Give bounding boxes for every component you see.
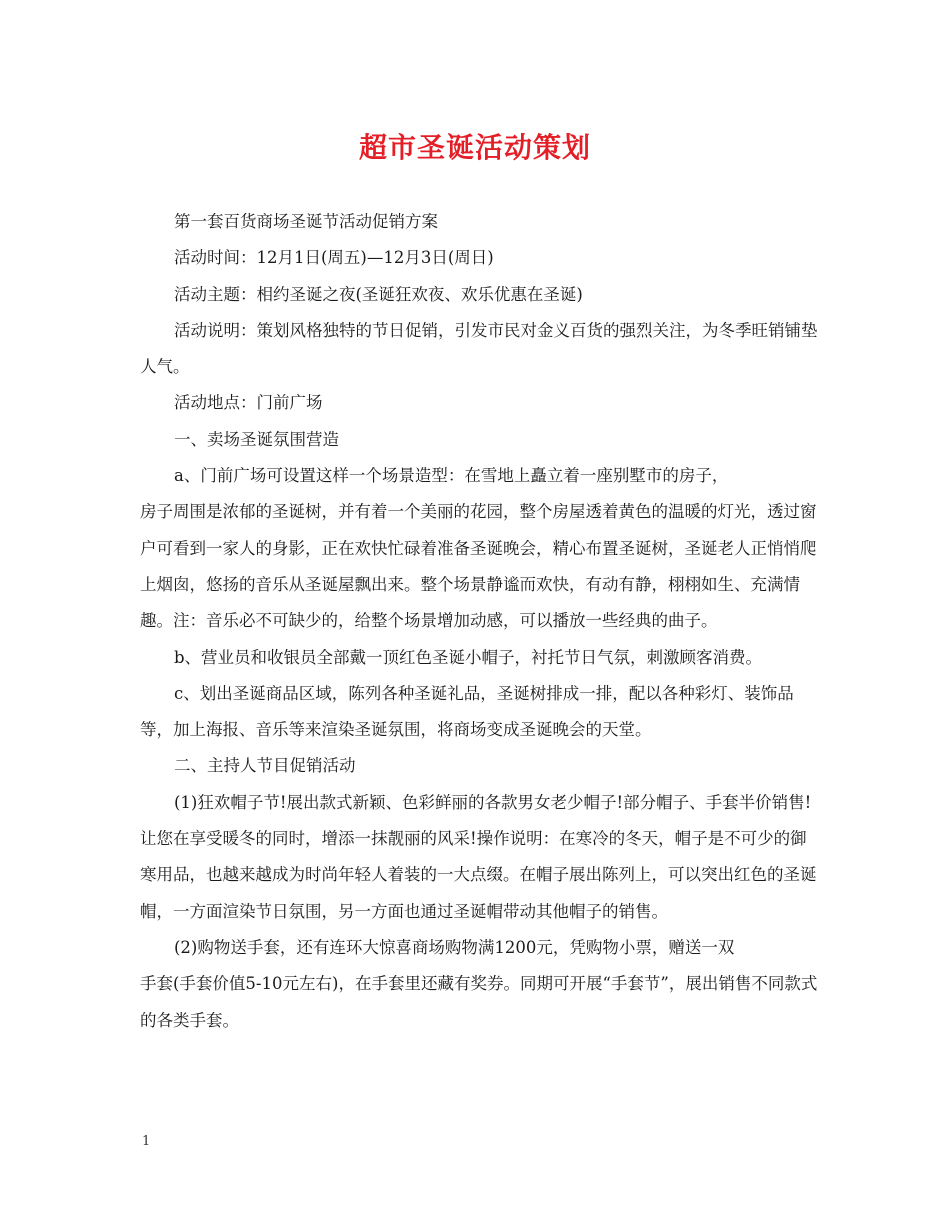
paragraph-event-description: 活动说明：策划风格独特的节日促销，引发市民对金义百货的强烈关注，为冬季旺销铺垫人气。 <box>140 320 818 377</box>
section-heading-atmosphere: 一、卖场圣诞氛围营造 <box>174 429 339 449</box>
paragraph-item-1-hat-festival: (1)狂欢帽子节!展出款式新颖、色彩鲜丽的各款男女老少帽子!部分帽子、手套半价销售!让您在享受暖冬的同时，增添一抹靓丽的风采!操作说明：在寒冷的冬天，帽子是不可少的御寒用品，也越来越成为时尚年轻人着装的一大点缀。在帽子展出陈列上，可以突出红色的圣诞帽，一方面渲染节日氛围，另一方面也通过圣诞帽带动其他帽子的销售。 <box>140 792 817 921</box>
paragraph-plan-name: 第一套百货商场圣诞节活动促销方案 <box>174 212 438 231</box>
paragraph-item-c: c、划出圣诞商品区域，陈列各种圣诞礼品，圣诞树排成一排，配以各种彩灯、装饰品等，加上海报、音乐等来渲染圣诞氛围，将商场变成圣诞晚会的天堂。 <box>140 683 794 740</box>
document-title: 超市圣诞活动策划 <box>358 131 591 164</box>
paragraph-item-2-glove-gift: (2)购物送手套，还有连环大惊喜商场购物满1200元，凭购物小票，赠送一双 <box>174 937 735 957</box>
page-number: 1 <box>142 1134 151 1149</box>
paragraph-item-a-body: 房子周围是浓郁的圣诞树，并有着一个美丽的花园，整个房屋透着黄色的温暖的灯光，透过窗户可看到一家人的身影，正在欢快忙碌着准备圣诞晚会，精心布置圣诞树，圣诞老人正悄悄爬上烟囱，悠扬的音乐从圣诞屋飘出来。整个场景静谧而欢快，有动有静，栩栩如生、充满情趣。注：音乐必不可缺少的，给整个场景增加动感，可以播放一些经典的曲子。 <box>140 502 817 631</box>
paragraph-item-a-intro: a、门前广场可设置这样一个场景造型：在雪地上矗立着一座别墅市的房子， <box>174 466 729 486</box>
paragraph-event-theme: 活动主题：相约圣诞之夜(圣诞狂欢夜、欢乐优惠在圣诞) <box>174 284 583 304</box>
paragraph-event-time: 活动时间：12月1日(周五)—12月3日(周日) <box>174 248 494 268</box>
document-body <box>140 204 820 1039</box>
paragraph-event-location: 活动地点：门前广场 <box>174 393 323 413</box>
paragraph-item-2-continued: 手套(手套价值5-10元左右)，在手套里还藏有奖券。同期可开展“手套节”，展出销售不同款式的各类手套。 <box>140 974 818 1030</box>
section-heading-host-promotion: 二、主持人节目促销活动 <box>174 756 356 776</box>
paragraph-item-b: b、营业员和收银员全部戴一顶红色圣诞小帽子，衬托节日气氛，刺激顾客消费。 <box>174 647 763 667</box>
